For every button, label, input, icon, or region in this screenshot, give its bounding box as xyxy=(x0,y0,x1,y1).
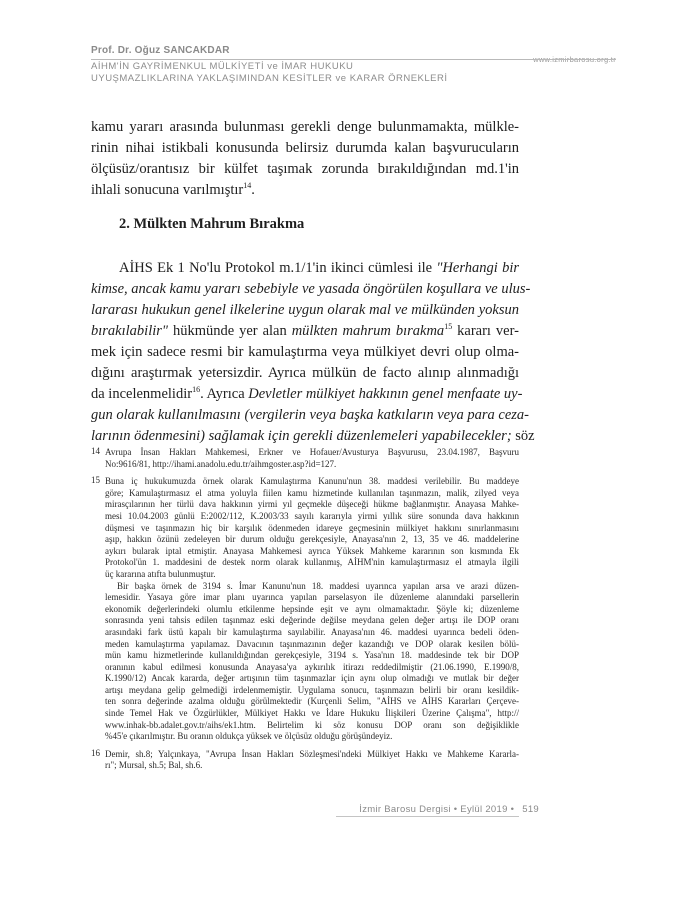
footnote-line: Bir başka örnek de 3194 s. İmar Kanunu'nun 18. maddesi uyarınca yapılan arsa ve arazi düzen- xyxy=(117,580,519,591)
footnote-line: mesi 10.04.2003 günlü E:2002/112, K.2003/33 sayılı kararıyla yirmi yıllık süre sonunda dava hakkının xyxy=(105,510,519,521)
footnote-line: sinde Temel Hak ve Özgürlükler, Mülkiyet Hakkı ve İdare Hukuku İlişkileri Üzerine Çalışma", http:// xyxy=(105,708,519,719)
page-footer xyxy=(359,804,539,815)
text-line: rinin nihai istikbali konusunda belirsiz durumda kalan başvurucuların xyxy=(91,140,519,156)
text-segment: . xyxy=(251,182,255,198)
text-segment: ihlali sonucuna varılmıştır xyxy=(91,182,244,198)
text-line xyxy=(91,384,523,405)
footnote-number: 15 xyxy=(91,475,100,486)
header-url: www.izmirbarosu.org.tr xyxy=(533,55,616,64)
footnote-line: Avrupa İnsan Hakları Mahkemesi, Erkner ve Hofauer/Avusturya Başvurusu, 23.04.1987, Başvuru xyxy=(105,447,519,457)
text-line xyxy=(91,180,519,201)
footnote-ref[interactable]: 15 xyxy=(444,322,453,332)
footnote-14 xyxy=(91,447,519,470)
footnote-line: aykırı bularak iptal etmiştir. Anayasa Mahkemesi ayrıca Yüksek Mahkeme kararının son kısmında Ek xyxy=(105,545,519,556)
text-segment: hükmünde yer alan xyxy=(167,323,292,339)
footnote-line: sonrasında yeni tahsis edilen taşınmaz eski değerinde değilse meydana gelen değer artışı ile DOP oranı xyxy=(105,615,519,626)
text-line xyxy=(91,405,529,426)
footnote-line[interactable]: No:9616/81, http://ihami.anadolu.edu.tr/aihmgoster.asp?id=127. xyxy=(105,458,337,469)
quoted-text: lararası hukukun genel ilkelerine uygun olarak mal ve mülkünden yoksun xyxy=(91,302,519,318)
footnote-line: Protokol'ün 1. maddesini de destek norm olarak kullanmış, AİHM'nin kamulaştırmasız el atmayla ilgili xyxy=(105,557,519,568)
footnote-line: Buna iç hukukumuzda örnek olarak Kamulaştırma Kanunu'nun 38. maddesi verilebilir. Bu maddeye xyxy=(105,476,519,487)
footnote-ref[interactable]: 14 xyxy=(243,181,252,191)
footnote-line: lemesidir. Yasaya göre imar planı uyarınca yapılan parselasyon ile düzenleme alanındaki parsellerin xyxy=(105,592,519,603)
footnote-body xyxy=(105,476,519,743)
footnote-line: rı"; Mursal, sh.5; Bal, sh.6. xyxy=(105,760,203,771)
footnote-line: ekonomik değerlerindeki olumlu etkilenme hepsinde eşit ve aynı olmamaktadır. Şöyle ki; düzenleme xyxy=(105,603,519,614)
footnote-line: K.1990/12) Ancak kararda, değer artışının tüm taşınmazlar için aynı olup olmadığı ve mutlak bir değer xyxy=(105,673,519,684)
footnote-line[interactable]: www.inhak-bb.adalet.gov.tr/aihs/ek1.htm. Belirtelim ki söz konusu DOP oranı son değişiklikle xyxy=(105,719,519,730)
footnote-line: düşmesi ve taşınmazın hiç bir karşılık ödenmeden idareye geçmesinin mülkiyet hakkını sınırlanmasını xyxy=(105,522,519,533)
footnote-line: %45'e çıkarılmıştır. Bu oranın oldukça yüksek ve ölçüsüz olduğu görüşündeyiz. xyxy=(105,731,393,742)
text-segment: söz xyxy=(511,428,535,444)
text-line xyxy=(91,258,519,279)
footnote-line: meden kamulaştırma yapılamaz. Davacının taşınmazının değer kazandığı ve DOP olarak kesilen bölü- xyxy=(105,638,519,649)
footnote-line: mün kamu hizmetlerinde kullanıldığından gerekçesiyle, 3194 s. Yasa'nın 18. maddesinde tek bir DOP xyxy=(105,650,519,661)
quoted-text: "Herhangi bir xyxy=(436,260,519,276)
journal-name: İzmir Barosu Dergisi • Eylül 2019 • xyxy=(359,804,515,815)
quoted-text: bırakılabilir" xyxy=(91,323,168,339)
text-segment: da incelenmelidir xyxy=(91,386,193,402)
text-line xyxy=(91,300,519,321)
text-line: mek için sadece resmi bir kamulaştırma veya mülkiyet devri olup olma- xyxy=(91,344,519,360)
footnote-number: 16 xyxy=(91,747,100,758)
running-title-line: UYUŞMAZLIKLARINA YAKLAŞIMINDAN KESİTLER ve KARAR ÖRNEKLERİ xyxy=(91,73,448,84)
footer-divider xyxy=(336,816,519,817)
text-line xyxy=(91,279,531,300)
footnote-line: mirasçılarının her türlü dava hakkının yirmi yıl geçmekle düşeceği hükme bağlanmıştır. Anayasa Mahke- xyxy=(105,499,519,510)
paragraph-continued xyxy=(91,117,519,201)
footnote-line: ten sonra değerinde azalma olduğu görülmektedir (Kurçenli Selim, "AİHS ve AİHS Kararları Çerçeve- xyxy=(105,696,519,707)
footnote-16 xyxy=(91,749,519,772)
text-line: dığını araştırmak yetersizdir. Ayrıca mülkün de facto alınıp alınmadığı xyxy=(91,365,519,381)
section-heading: 2. Mülkten Mahrum Bırakma xyxy=(119,216,305,232)
footnote-body xyxy=(105,447,519,470)
footnote-line: arasındaki fark üstü kapalı bir kamulaştırma sayılabilir. Anayasa'nın 46. maddesi uyarınca bedeli öden- xyxy=(105,626,519,637)
quoted-text: kimse, ancak kamu yararı sebebiyle ve yasada öngörülen koşullara ve ulus- xyxy=(91,281,531,297)
footnote-number: 14 xyxy=(91,446,100,456)
emphasis-text: gun olarak kullanılmasını (vergilerin veya başka katkıların veya para ceza- xyxy=(91,407,529,423)
emphasis-text: Devletler mülkiyet hakkının genel menfaate uy- xyxy=(248,386,523,402)
footnote-line: aşıp, hakkın özünü zedeleyen bir durum olduğu gerekçesiyle, Anayasa'nın 2, 13, 35 ve 46. maddelerine xyxy=(105,534,519,545)
paragraph-mulkten-mahrum xyxy=(91,258,535,447)
footnote-line: göre; Kamulaştırmasız el atma yoluyla fiilen kamu hizmetinde kullanılan taşınmazın, malik, zilyed veya xyxy=(105,487,519,498)
emphasis-text: larının ödenmesini) sağlamak için gerekli düzenlemeleri yapabilecekler; xyxy=(91,428,512,444)
text-line: ölçüsüz/orantısız bir külfet taşımak zorunda bırakıldığından md.1'in xyxy=(91,161,519,177)
footnote-line: Demir, sh.8; Yalçınkaya, "Avrupa İnsan Hakları Sözleşmesi'ndeki Mülkiyet Hakkı ve Mahkeme Kararla- xyxy=(105,748,519,759)
header-author: Prof. Dr. Oğuz SANCAKDAR xyxy=(91,45,230,56)
page-number: 519 xyxy=(522,804,539,815)
running-title xyxy=(91,61,448,85)
footnote-line: artışı meydana gelip gelmediği irdelenmemiştir. Uygulama sonucu, taşınmazın belirli bir oranı kesildik- xyxy=(105,684,519,695)
footnotes xyxy=(91,447,519,778)
running-title-line: AİHM'İN GAYRİMENKUL MÜLKİYETİ ve İMAR HUKUKU xyxy=(91,61,354,72)
text-segment: . Ayrıca xyxy=(200,386,249,402)
footnote-line: üç kararına atıfta bulunmuştur. xyxy=(105,568,216,579)
text-line xyxy=(91,321,519,342)
text-line xyxy=(91,426,535,447)
footnote-body xyxy=(105,749,519,772)
emphasis-text: mülkten mahrum bırakma xyxy=(291,323,445,339)
text-segment: AİHS Ek 1 No'lu Protokol m.1/1'in ikinci cümlesi ile xyxy=(119,260,437,276)
text-segment: kararı ver- xyxy=(452,323,519,339)
footnote-line: oranının kabul edilmesi konusunda Anayasa'ya aykırılık itirazı reddedilmiştir (21.06.1990, E.1990/8, xyxy=(105,661,519,672)
header-divider xyxy=(91,59,616,60)
text-line: kamu yararı arasında bulunması gerekli denge bulunmamakta, mülkle- xyxy=(91,119,519,135)
footnote-ref[interactable]: 16 xyxy=(192,385,201,395)
footnote-15 xyxy=(91,476,519,743)
